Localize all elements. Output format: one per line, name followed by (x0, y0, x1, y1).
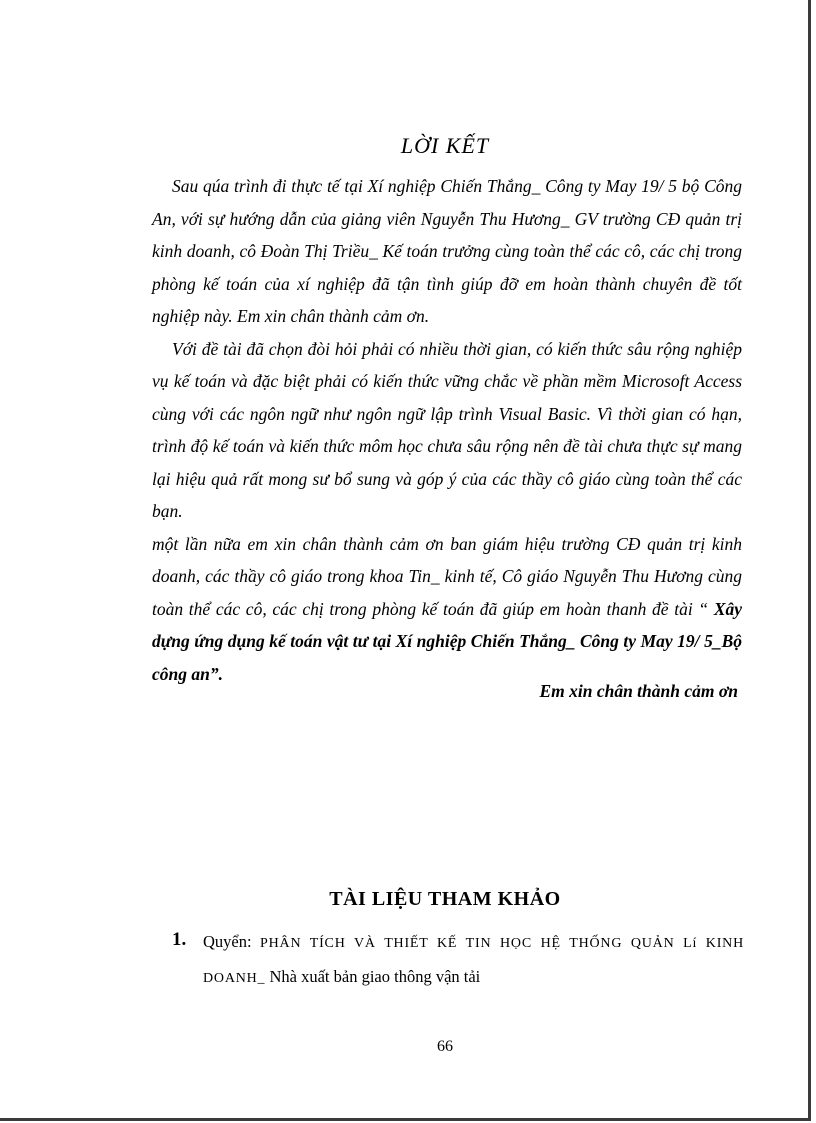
paragraph-1: Sau qúa trình đi thực tế tại Xí nghiệp Chiến Thắng_ Công ty May 19/ 5 bộ Công An, với sự hướng dẫn của giảng viên Nguyễn Thu Hương_ GV trường CĐ quản trị kinh doanh, cô Đoàn Thị Triều_ Kế toán trưởng cùng toàn thể các cô, các chị trong phòng kế toán của xí nghiệp đã tận tình giúp đỡ em hoàn thành chuyên đề tốt nghiệp này. Em xin chân thành cảm ơn. (152, 176, 742, 326)
reference-prefix: Quyển: (203, 932, 252, 951)
reference-number: 1. (172, 929, 187, 950)
conclusion-body (152, 170, 742, 690)
page-number: 66 (437, 1038, 453, 1055)
references-heading: TÀI LIỆU THAM KHẢO (329, 888, 561, 910)
signoff: Em xin chân thành cảm ơn (539, 681, 738, 701)
paragraph-2: Với đề tài đã chọn đòi hỏi phải có nhiều thời gian, có kiến thức sâu rộng nghiệp vụ kế toán và đặc biệt phải có kiến thức vững chắc về phần mềm Microsoft Access cùng với các ngôn ngữ như ngôn ngữ lập trình Visual Basic. Vì thời gian có hạn, trình độ kế toán và kiến thức môm học chưa sâu rộng nên đề tài chưa thực sự mang lại hiệu quả rất mong sư bổ sung và góp ý của các thầy cô giáo cùng toàn thể các bạn. (152, 338, 742, 521)
reference-text (203, 925, 744, 995)
paragraph-3 (152, 528, 742, 691)
reference-title: PHÂN TÍCH VÀ THIẾT KẾ TIN HỌC HỆ THỐNG QUẢN Lí KINH DOANH_ (203, 936, 744, 986)
thesis-title: Xây dựng ứng dụng kế toán vật tư tại Xí nghiệp Chiến Thắng_ Công ty May 19/ 5_Bộ công an”. (152, 598, 743, 684)
paragraph-3-text: một lần nữa em xin chân thành cảm ơn ban giám hiệu trường CĐ quản trị kinh doanh, các thầy cô giáo trong khoa Tin_ kinh tế, Cô giáo Nguyễn Thu Hương cùng toàn thể các cô, các chị trong phòng kế toán đã giúp em hoàn thanh đề tài “ (152, 533, 742, 619)
conclusion-title: LỜI KẾT (400, 133, 490, 158)
reference-publisher: Nhà xuất bản giao thông vận tải (269, 967, 481, 986)
